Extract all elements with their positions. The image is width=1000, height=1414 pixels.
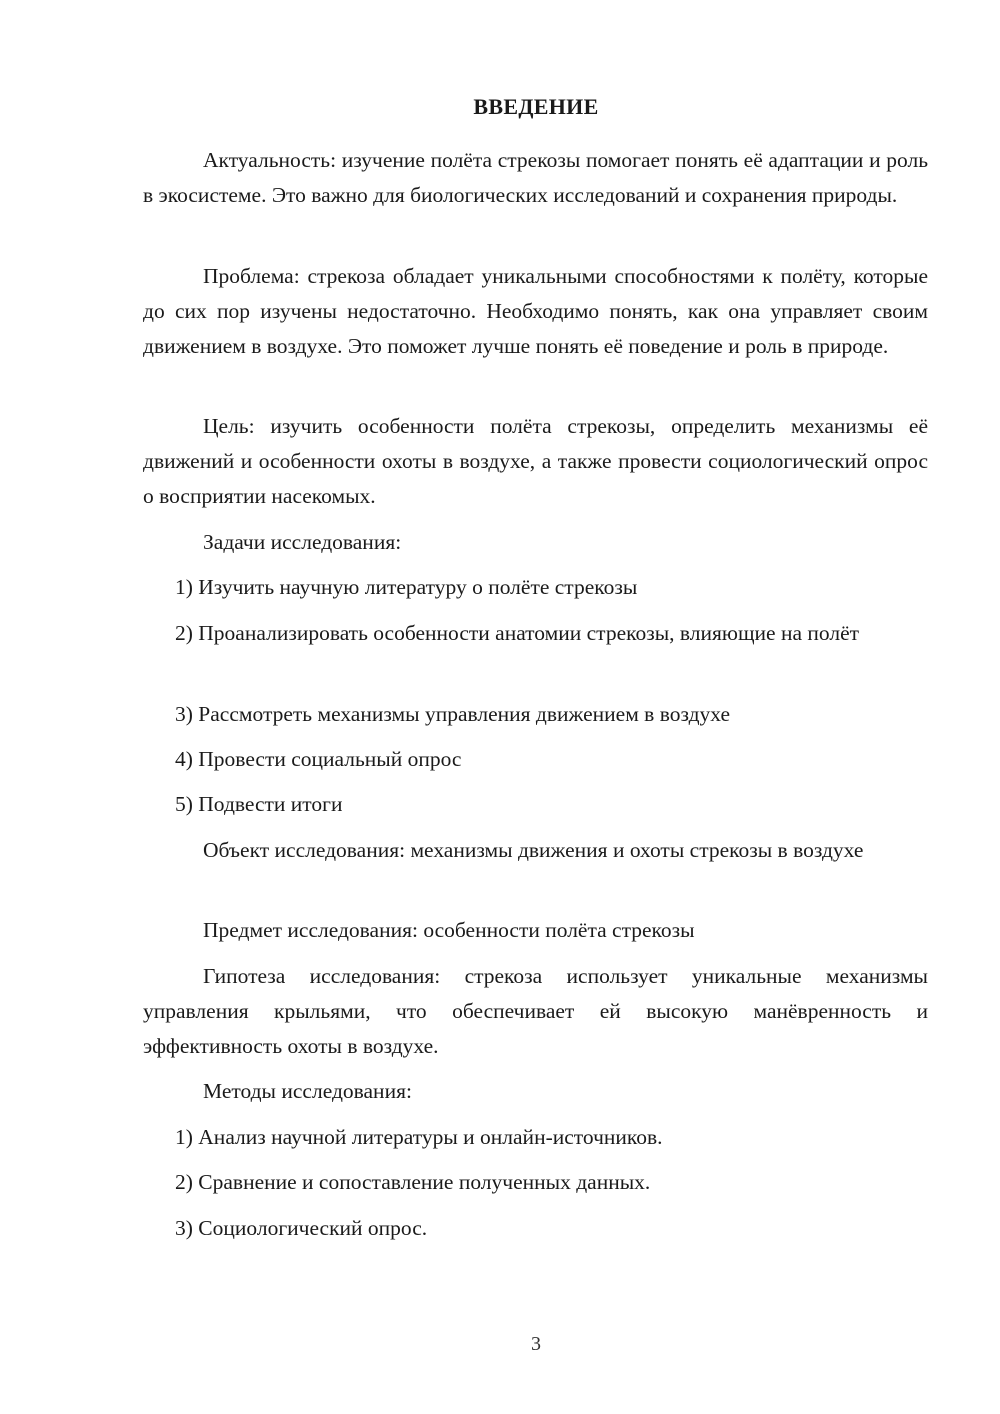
method-item: 3) Социологический опрос. <box>175 1216 428 1240</box>
hypothesis-paragraph: Гипотеза исследования: стрекоза использует уникальные механизмы управления крыльями, что обеспечивает ей высокую манёвренность и эффективность охоты в воздухе. <box>143 964 928 1058</box>
section-heading: ВВЕДЕНИЕ <box>473 94 599 119</box>
object-paragraph: Объект исследования: механизмы движения и охоты стрекозы в воздухе <box>203 838 864 862</box>
goal-paragraph: Цель: изучить особенности полёта стрекозы, определить механизмы её движений и особенности охоты в воздухе, а также провести социологический опрос о восприятии насекомых. <box>143 414 928 508</box>
tasks-title: Задачи исследования: <box>203 530 402 554</box>
page-number: 3 <box>531 1333 541 1355</box>
problem-paragraph: Проблема: стрекоза обладает уникальными способностями к полёту, которые до сих пор изучены недостаточно. Необходимо понять, как она управляет своим движением в воздухе. Это поможет лучше понять её поведение и роль в природе. <box>143 264 928 358</box>
relevance-paragraph: Актуальность: изучение полёта стрекозы помогает понять её адаптации и роль в экосистеме. Это важно для биологических исследований и сохранения природы. <box>143 148 928 207</box>
method-item: 1) Анализ научной литературы и онлайн-источников. <box>175 1125 663 1149</box>
task-item: 4) Провести социальный опрос <box>175 747 462 771</box>
methods-title: Методы исследования: <box>203 1079 412 1103</box>
task-item: 3) Рассмотреть механизмы управления движением в воздухе <box>175 702 731 726</box>
task-item: 1) Изучить научную литературу о полёте стрекозы <box>175 575 638 599</box>
task-item: 2) Проанализировать особенности анатомии стрекозы, влияющие на полёт <box>175 621 860 645</box>
method-item: 2) Сравнение и сопоставление полученных данных. <box>175 1170 651 1194</box>
task-item: 5) Подвести итоги <box>175 792 343 816</box>
subject-paragraph: Предмет исследования: особенности полёта стрекозы <box>203 918 695 942</box>
